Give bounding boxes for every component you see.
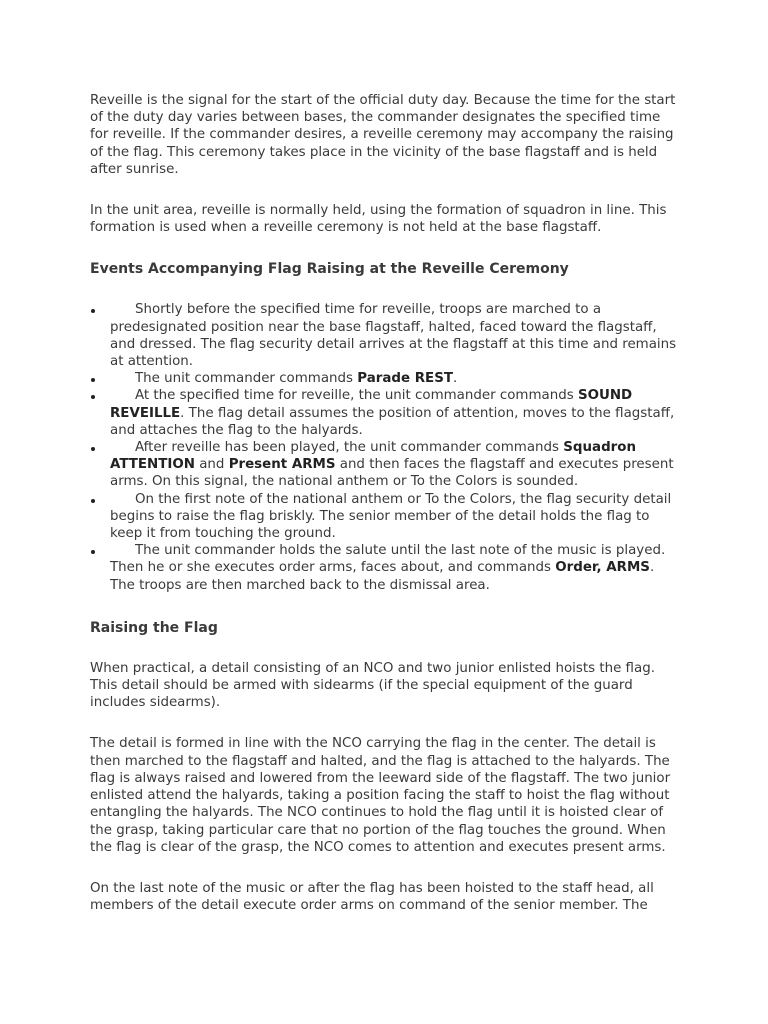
- list-item-text: . The flag detail assumes the position of attention, moves to the flagstaff, and attaches the flag to the halyards.: [110, 405, 675, 438]
- list-item-text: The unit commander holds the salute until the last note of the music is played. Then he or she executes order arms, faces about, and commands: [110, 543, 666, 576]
- last-note-paragraph: On the last note of the music or after the flag has been hoisted to the staff head, all members of the detail execute order arms on command of the senior member. The: [90, 880, 654, 914]
- list-item: [110, 301, 680, 370]
- list-item: [110, 491, 680, 543]
- command-text: Parade REST: [357, 371, 453, 387]
- unit-area-paragraph: In the unit area, reveille is normally held, using the formation of squadron in line. This formation is used when a reveille ceremony is not held at the base flagstaff.: [90, 203, 667, 236]
- section-heading-raising: Raising the Flag: [90, 619, 218, 636]
- section-heading-events: Events Accompanying Flag Raising at the Reveille Ceremony: [90, 261, 569, 278]
- intro-paragraph: Reveille is the signal for the start of the official duty day. Because the time for the start of the duty day varies between bases, the commander designates the specified time for reveille. If the commander desires, a reveille ceremony may accompany the raising of the flag. This ceremony takes place in the vicinity of the base flagstaff and is held after sunrise.: [90, 93, 676, 177]
- command-text: Present ARMS: [228, 457, 336, 473]
- command-text: Squadron ATTENTION: [110, 440, 636, 473]
- document-page: [90, 92, 680, 914]
- list-item-text: . The troops are then marched back to the dismissal area.: [110, 560, 655, 593]
- list-item-text: At the specified time for reveille, the unit commander commands: [135, 388, 578, 404]
- formation-paragraph: The detail is formed in line with the NCO carrying the flag in the center. The detail is then marched to the flagstaff and halted, and the flag is attached to the halyards. The flag is always raised and lowered from the leeward side of the flagstaff. The two junior enlisted attend the halyards, taking a position facing the staff to hoist the flag without entangling the halyards. The NCO continues to hold the flag until it is hoisted clear of the grasp, taking particular care that no portion of the flag touches the ground. When the flag is clear of the grasp, the NCO comes to attention and executes present arms.: [90, 736, 671, 855]
- list-item-text: Shortly before the specified time for reveille, troops are marched to a predesignated position near the base flagstaff, halted, faced toward the flagstaff, and dressed. The flag security detail arrives at the flagstaff at this time and remains at attention.: [110, 302, 677, 370]
- events-list: [90, 301, 680, 593]
- list-item-text: and: [194, 457, 229, 473]
- list-item: [110, 370, 680, 387]
- list-item-text: On the first note of the national anthem or To the Colors, the flag security detail begins to raise the flag briskly. The senior member of the detail holds the flag to keep it from touching the ground.: [110, 491, 672, 542]
- list-item: [110, 542, 680, 594]
- list-item: [110, 439, 680, 491]
- list-item-text: The unit commander commands: [135, 371, 358, 387]
- list-item-text: After reveille has been played, the unit commander commands: [135, 440, 564, 456]
- command-text: Order, ARMS: [555, 560, 650, 576]
- list-item: [110, 387, 680, 439]
- command-text: SOUND REVEILLE: [110, 388, 633, 421]
- list-item-text: .: [452, 371, 458, 387]
- list-item-text: and then faces the flagstaff and executes present arms. On this signal, the national anthem or To the Colors is sounded.: [110, 457, 674, 490]
- detail-paragraph: When practical, a detail consisting of an NCO and two junior enlisted hoists the flag. This detail should be armed with sidearms (if the special equipment of the guard includes sidearms).: [90, 660, 655, 711]
